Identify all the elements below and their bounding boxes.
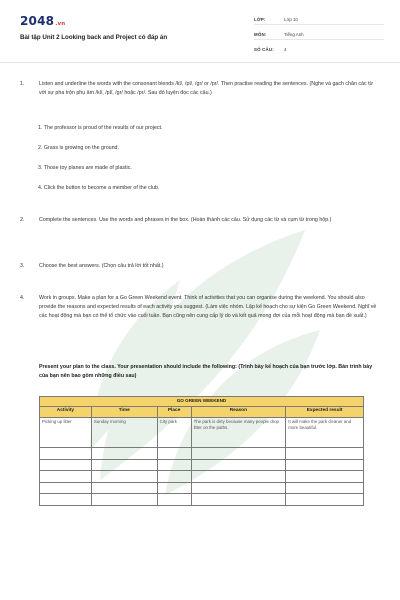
column-header-time: Time bbox=[91, 407, 157, 418]
sentence-1: 1. The professor is proud of the results of our project. bbox=[38, 125, 163, 131]
meta-class: LỚP: Lớp 10 bbox=[254, 16, 384, 25]
table-row-empty bbox=[40, 482, 364, 494]
column-header-expected-result: Expected result bbox=[286, 407, 364, 418]
presentation-instruction: Present your plan to the class. Your presentation should include the following: (Trình bày kế hoạch của bạn trước lớp. Bản trình bày của bạn nên bao gồm những điều sau) bbox=[39, 364, 373, 379]
page-header bbox=[0, 0, 400, 63]
question-4-text: Work in groups. Make a plan for a Go Green Weekend event. Think of activities that you can organise during the weekend. You should also provide the reasons and expected results of each activity you suggest. (Làm việc nhóm. Lập kế hoạch cho sự kiện Go Green Weekend. Nghĩ về các hoạt động mà bạn có thể tổ chức vào cuối tuần. Bạn cũng nên cung cấp lý do và kết quả mong đợi của mỗi hoạt động mà bạn đề xuất.) bbox=[39, 295, 377, 319]
table-row-empty bbox=[40, 459, 364, 471]
worksheet-page: 2048.vn Bài tập Unit 2 Looking back and Project có đáp án LỚP: Lớp 10 MÔN: Tiếng Anh SỐ CÂU: 4 1. Listen and underline the words with the consonant blends /kl/, /pl/, /gr/ or /pr/. Then practise reading the sentences. (Nghe và gạch chân các từ với sự pha trộn phụ âm /kl/, /pl/, /gr/ hoặc /pr/. Sau đó luyện đọc các câu.) 1. The professor is proud of the results of our project. 2. Grass is growing on the ground. 3. Those toy planes are made of plastic. 4. Click the button to become a member of the club. 2. Complete the sentences. Use the words and phrases in the box. (Hoàn thành các câu. Sử dụng các từ và cụm từ trong hộp.) 3. Choose the best answers. (Chọn câu trả lời tốt nhất.) 4. Work in groups. Make a plan for a Go Green Weekend event. Think of activities that you can organise during the weekend. You should also provide the reasons and expected results of each activity you suggest. (Làm việc nhóm. Lập kế hoạch cho sự kiện Go Green Weekend. Nghĩ về các hoạt động mà bạn có thể tổ chức vào cuối tuần. Bạn cũng nên cung cấp lý do và kết quả mong đợi của mỗi hoạt động mà bạn đề xuất.) Present your plan to the class. Your presentation should include the following: (Trình bày kế hoạch của bạn trước lớp. Bản trình bày của bạn nên bao gồm những điều sau) GO GREEN WEEKEND Activity Time Place Reason Expected result Picking up litter Sunday morning City park The park is dirty because many people drop litter on the paths. It will make the park cleaner and more beautiful. bbox=[0, 0, 400, 600]
table-row-empty bbox=[40, 471, 364, 483]
site-logo[interactable]: 2048.vn bbox=[20, 14, 66, 28]
go-green-weekend-table bbox=[39, 396, 364, 506]
sentence-4: 4. Click the button to become a member of the club. bbox=[38, 185, 160, 191]
meta-question-count: SỐ CÂU: 4 bbox=[254, 47, 287, 52]
column-header-activity: Activity bbox=[40, 407, 92, 418]
cell-time: Sunday morning bbox=[91, 418, 157, 448]
cell-expected-result: It will make the park cleaner and more beautiful. bbox=[286, 418, 364, 448]
sentence-2: 2. Grass is growing on the ground. bbox=[38, 145, 119, 151]
sentence-3: 3. Those toy planes are made of plastic. bbox=[38, 165, 132, 171]
document-title: Bài tập Unit 2 Looking back and Project có đáp án bbox=[20, 34, 168, 41]
meta-subject: MÔN: Tiếng Anh bbox=[254, 31, 384, 40]
table-row-empty bbox=[40, 448, 364, 460]
cell-activity: Picking up litter bbox=[40, 418, 92, 448]
table-title: GO GREEN WEEKEND bbox=[40, 397, 364, 407]
cell-place: City park bbox=[157, 418, 191, 448]
table-row-empty bbox=[40, 494, 364, 506]
question-3-text: Choose the best answers. (Chọn câu trả lời tốt nhất.) bbox=[39, 263, 164, 269]
cell-reason: The park is dirty because many people drop litter on the paths. bbox=[191, 418, 286, 448]
table-row bbox=[40, 418, 364, 448]
column-header-place: Place bbox=[157, 407, 191, 418]
question-2-text: Complete the sentences. Use the words and phrases in the box. (Hoàn thành các câu. Sử dụng các từ và cụm từ trong hộp.) bbox=[39, 217, 332, 223]
question-1-text: Listen and underline the words with the consonant blends /kl/, /pl/, /gr/ or /pr/. Then practise reading the sentences. (Nghe và gạch chân các từ với sự pha trộn phụ âm /kl/, /pl/, /gr/ hoặc /pr/. Sau đó luyện đọc các câu.) bbox=[39, 81, 374, 96]
column-header-reason: Reason bbox=[191, 407, 286, 418]
